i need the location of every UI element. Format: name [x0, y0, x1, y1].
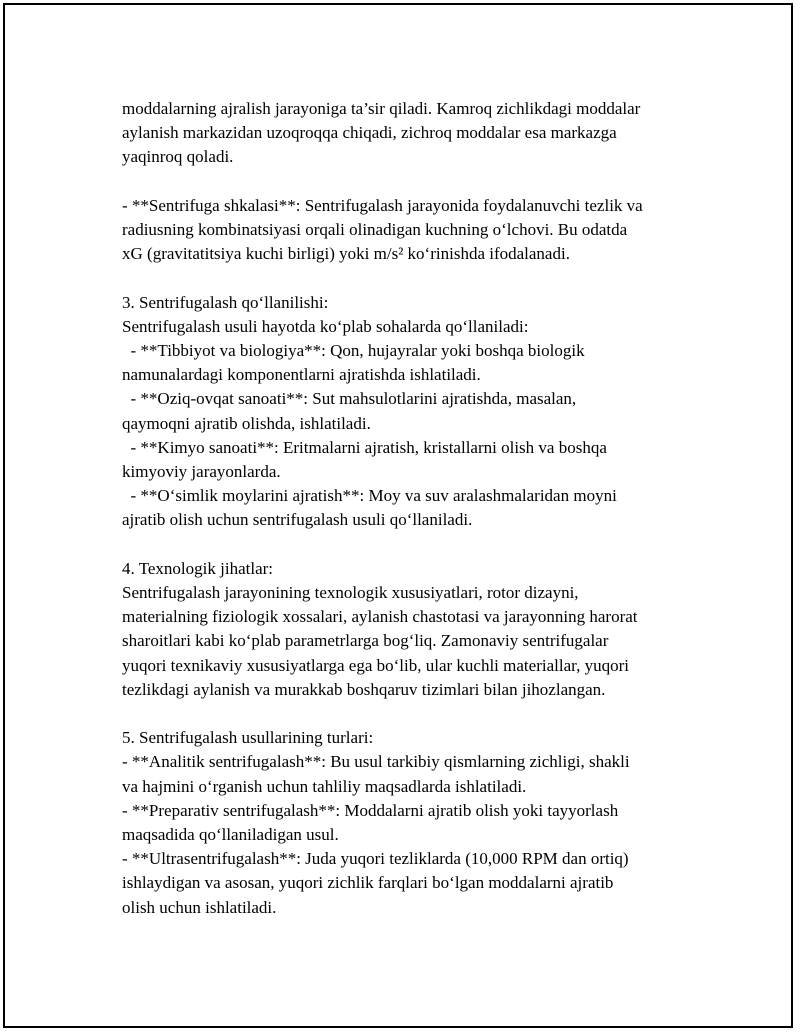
text-line: tezlikdagi aylanish va murakkab boshqaruv tizimlari bilan jihozlangan. [122, 679, 606, 699]
document-body [122, 97, 722, 920]
text-line: aylanish markazidan uzoqroqqa chiqadi, zichroq moddalar esa markazga [122, 123, 617, 143]
text-line: - **O‘simlik moylarini ajratish**: Moy va suv aralashmalaridan moyni [122, 486, 617, 506]
text-line: materialning fiziologik xossalari, aylanish chastotasi va jarayonning harorat [122, 607, 638, 627]
text-line: - **Ultrasentrifugalash**: Juda yuqori tezliklarda (10,000 RPM dan ortiq) [122, 849, 629, 869]
text-line: maqsadida qo‘llaniladigan usul. [122, 825, 339, 845]
text-line: va hajmini o‘rganish uchun tahliliy maqsadlarda ishlatiladi. [122, 776, 527, 796]
text-line: 5. Sentrifugalash usullarining turlari: [122, 728, 374, 748]
text-line [122, 170, 722, 194]
text-line: qaymoqni ajratib olishda, ishlatiladi. [122, 413, 371, 433]
text-line: sharoitlari kabi ko‘plab parametrlarga bog‘liq. Zamonaviy sentrifugalar [122, 631, 609, 651]
text-line: 4. Texnologik jihatlar: [122, 558, 273, 578]
page-frame [3, 3, 793, 1028]
text-line: - **Oziq-ovqat sanoati**: Sut mahsulotlarini ajratishda, masalan, [122, 389, 577, 409]
text-line: - **Sentrifuga shkalasi**: Sentrifugalash jarayonida foydalanuvchi tezlik va [122, 195, 643, 215]
text-line: ajratib olish uchun sentrifugalash usuli qo‘llaniladi. [122, 510, 473, 530]
text-line: - **Tibbiyot va biologiya**: Qon, hujayralar yoki boshqa biologik [122, 341, 585, 360]
text-line: ishlaydigan va asosan, yuqori zichlik farqlari bo‘lgan moddalarni ajratib [122, 873, 614, 893]
text-line: 3. Sentrifugalash qo‘llanilishi: [122, 292, 329, 312]
text-line [122, 702, 722, 726]
text-line: - **Preparativ sentrifugalash**: Moddalarni ajratib olish yoki tayyorlash [122, 800, 619, 820]
text-line: kimyoviy jarayonlarda. [122, 462, 281, 482]
text-line: Sentrifugalash jarayonining texnologik xususiyatlari, rotor dizayni, [122, 583, 579, 603]
text-line [122, 266, 722, 290]
text-line: xG (gravitatitsiya kuchi birligi) yoki m/s² ko‘rinishda ifodalanadi. [122, 244, 570, 264]
text-line: namunalardagi komponentlarni ajratishda ishlatiladi. [122, 365, 481, 385]
text-line: - **Kimyo sanoati**: Eritmalarni ajratish, kristallarni olish va boshqa [122, 437, 607, 457]
text-line: - **Analitik sentrifugalash**: Bu usul tarkibiy qismlarning zichligi, shakli [122, 752, 630, 772]
text-line [122, 533, 722, 557]
text-line: yaqinroq qoladi. [122, 147, 234, 167]
text-line: moddalarning ajralish jarayoniga ta’sir qiladi. Kamroq zichlikdagi moddalar [122, 99, 641, 118]
text-line: yuqori texnikaviy xususiyatlarga ega bo‘lib, ular kuchli materiallar, yuqori [122, 655, 629, 675]
text-line: Sentrifugalash usuli hayotda ko‘plab sohalarda qo‘llaniladi: [122, 316, 529, 336]
text-line: radiusning kombinatsiyasi orqali olinadigan kuchning o‘lchovi. Bu odatda [122, 220, 628, 239]
text-line: olish uchun ishlatiladi. [122, 897, 277, 917]
